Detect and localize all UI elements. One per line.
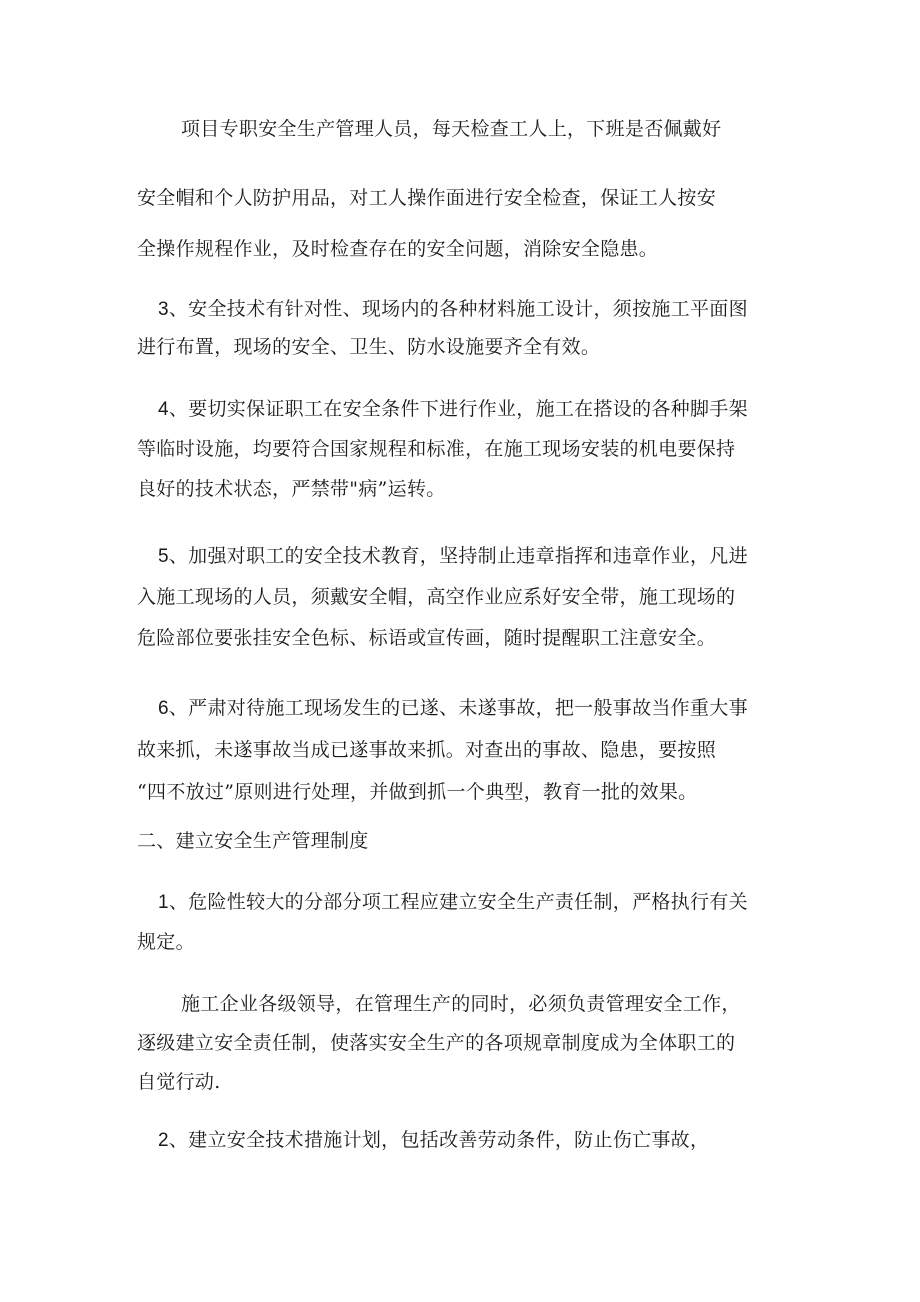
item-6-line-1 — [158, 696, 748, 721]
item-5-line-3: 危险部位要张挂安全色标、标语或宣传画，随时提醒职工注意安全。 — [137, 627, 717, 649]
section-item-2-number: 2 — [158, 1130, 169, 1151]
item-5-line-2: 入施工现场的人员，须戴安全帽，高空作业应系好安全带，施工现场的 — [137, 586, 736, 608]
section-heading-2: 二、建立安全生产管理制度 — [137, 830, 369, 852]
paragraph-leaders-line-3: 自觉行动. — [137, 1071, 221, 1093]
item-4-number: 4 — [158, 399, 169, 420]
item-6-line-3: “四不放过”原则进行处理，并做到抓一个典型，教育一批的效果。 — [137, 781, 698, 803]
item-3-line-1 — [158, 297, 748, 322]
paragraph-leaders-line-1: 施工企业各级领导，在管理生产的同时，必须负责管理安全工作， — [181, 993, 741, 1015]
item-5-number: 5 — [158, 546, 169, 567]
section-item-2-line-1 — [158, 1128, 709, 1153]
item-4-line-3: 良好的技术状态，严禁带"病”运转。 — [137, 478, 446, 500]
item-6-text-1: 、严肃对待施工现场发生的已遂、未遂事故，把一般事故当作重大事 — [168, 697, 748, 719]
item-6-number: 6 — [158, 698, 169, 719]
item-6-line-2: 故来抓，未遂事故当成已遂事故来抓。对查出的事故、隐患，要按照 — [137, 739, 717, 761]
item-4-line-1 — [158, 397, 748, 422]
paragraph-leaders-line-2: 逐级建立安全责任制，使落实安全生产的各项规章制度成为全体职工的 — [137, 1032, 736, 1054]
section-item-1-number: 1 — [158, 892, 169, 913]
item-3-text-1: 、安全技术有针对性、现场内的各种材料施工设计，须按施工平面图 — [168, 298, 748, 320]
item-3-line-2: 进行布置，现场的安全、卫生、防水设施要齐全有效。 — [137, 336, 601, 358]
item-3-number: 3 — [158, 299, 169, 320]
paragraph-intro-line-3: 全操作规程作业，及时检查存在的安全问题，消除安全隐患。 — [137, 238, 659, 260]
section-item-1-text-1: 、危险性较大的分部分项工程应建立安全生产责任制，严格执行有关 — [168, 891, 748, 913]
item-4-text-1: 、要切实保证职工在安全条件下进行作业，施工在搭设的各种脚手架 — [168, 398, 748, 420]
item-5-text-1: 、加强对职工的安全技术教育，坚持制止违章指挥和违章作业，凡进 — [168, 545, 748, 567]
item-5-line-1 — [158, 544, 748, 569]
item-4-line-2: 等临时设施，均要符合国家规程和标准，在施工现场安装的机电要保持 — [137, 438, 736, 460]
paragraph-intro-line-2: 安全帽和个人防护用品，对工人操作面进行安全检查，保证工人按安 — [137, 187, 717, 209]
section-item-1-line-1 — [158, 890, 748, 915]
paragraph-intro-line-1: 项目专职安全生产管理人员，每天检查工人上，下班是否佩戴好 — [181, 118, 722, 140]
section-item-2-text-1: 、建立安全技术措施计划，包括改善劳动条件，防止伤亡事故， — [168, 1129, 710, 1151]
section-item-1-line-2: 规定。 — [137, 931, 195, 953]
